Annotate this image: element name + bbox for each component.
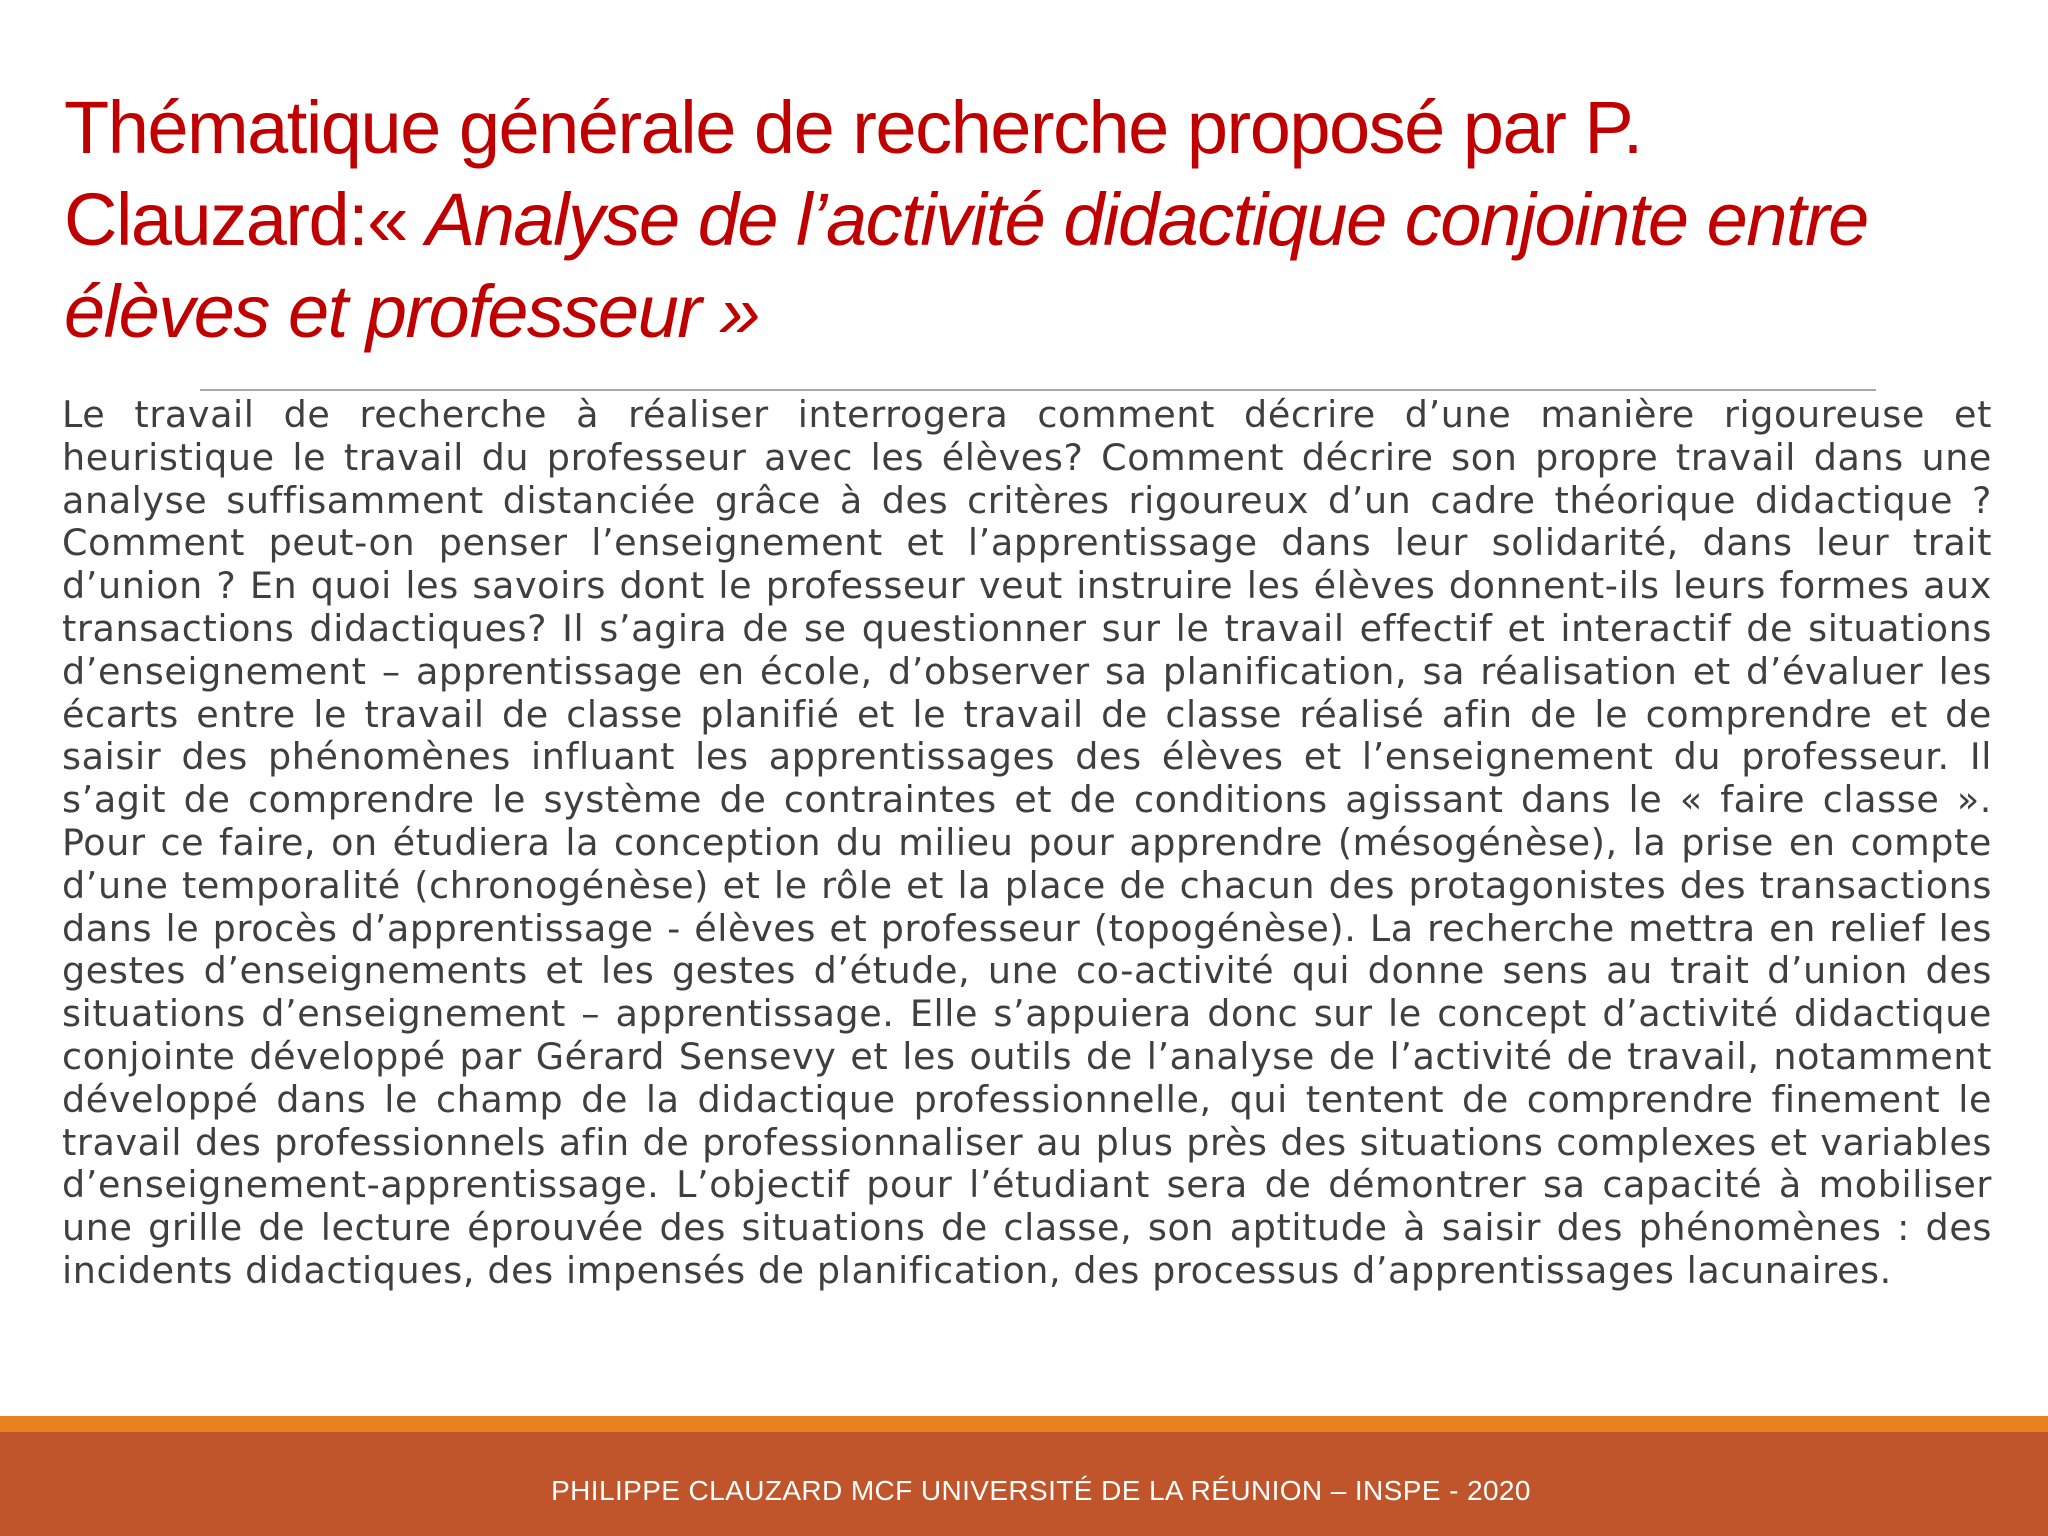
slide-title-italic: Analyse de l’activité didactique conjointe entre élèves et professeur »: [64, 178, 1868, 353]
footer-text: PHILIPPE CLAUZARD MCF UNIVERSITÉ DE LA RÉUNION – INSPE - 2020: [551, 1475, 1531, 1506]
slide-title-regular: Thématique générale de recherche proposé par P. Clauzard:«: [64, 86, 1642, 261]
footer-accent-stripe: [0, 1416, 2048, 1432]
slide-body-text: Le travail de recherche à réaliser interrogera comment décrire d’une manière rigoureuse et heuristique le travail du professeur avec les élèves? Comment décrire son propre travail dans une analyse suffisamment distanciée grâce à des critères rigoureux d’un cadre théorique didactique ? Comment peut-on penser l’enseignement et l’apprentissage dans leur solidarité, dans leur trait d’union ? En quoi les savoirs dont le professeur veut instruire les élèves donnent-ils leurs formes aux transactions didactiques? Il s’agira de se questionner sur le travail effectif et interactif de situations d’enseignement – apprentissage en école, d’observer sa planification, sa réalisation et d’évaluer les écarts entre le travail de classe planifié et le travail de classe réalisé afin de le comprendre et de saisir des phénomènes influant les apprentissages des élèves et l’enseignement du professeur. Il s’agit de comprendre le système de contraintes et de conditions agissant dans le « faire classe ». Pour ce faire, on étudiera la conception du milieu pour apprendre (mésogénèse), la prise en compte d’une temporalité (chronogénèse) et le rôle et la place de chacun des protagonistes des transactions dans le procès d’apprentissage - élèves et professeur (topogénèse). La recherche mettra en relief les gestes d’enseignements et les gestes d’étude, une co-activité qui donne sens au trait d’union des situations d’enseignement – apprentissage. Elle s’appuiera donc sur le concept d’activité didactique conjointe développé par Gérard Sensevy et les outils de l’analyse de l’activité de travail, notamment développé dans le champ de la didactique professionnelle, qui tentent de comprendre finement le travail des professionnels afin de professionnaliser au plus près des situations complexes et variables d’enseignement-apprentissage. L’objectif pour l’étudiant sera de démontrer sa capacité à mobiliser une grille de lecture éprouvée des situations de classe, son aptitude à saisir des phénomènes : des incidents didactiques, des impensés de planification, des processus d’apprentissages lacunaires.: [62, 393, 1992, 1292]
title-divider: [200, 389, 1876, 391]
slide-title: [64, 82, 1964, 358]
